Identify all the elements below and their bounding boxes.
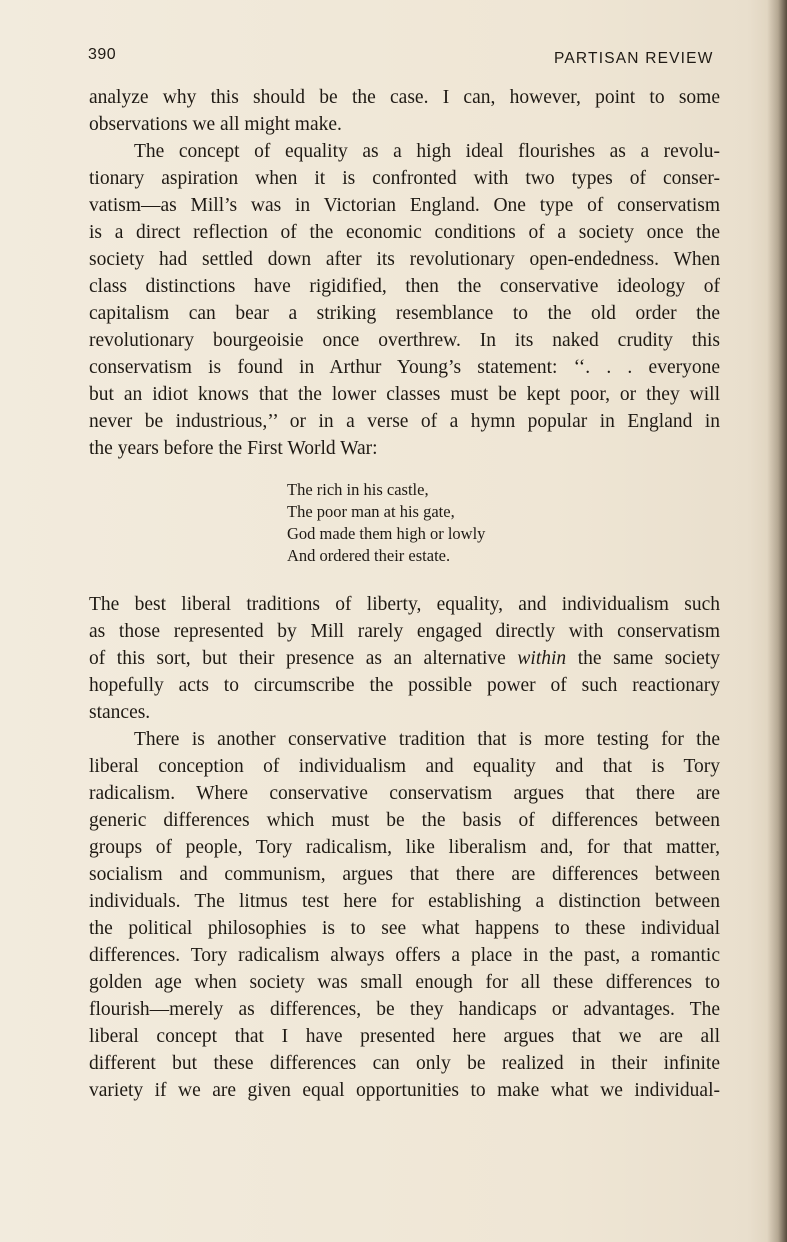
- text-line: is a direct reflection of the economic conditions of a society once the: [89, 222, 720, 243]
- text-line: revolutionary bourgeoisie once overthrew. In its naked crudity this: [89, 330, 720, 351]
- text-line: tionary aspiration when it is confronted with two types of conser-: [89, 168, 720, 189]
- text-line: as those represented by Mill rarely engaged directly with conservatism: [89, 621, 720, 642]
- text-line: variety if we are given equal opportunities to make what we individual-: [89, 1080, 720, 1101]
- text-line: golden age when society was small enough for all these differences to: [89, 972, 720, 993]
- italic-word: within: [517, 648, 567, 669]
- text-line: never be industrious,’’ or in a verse of a hymn popular in England in: [89, 411, 720, 432]
- text-line: There is another conservative tradition that is more testing for the: [134, 729, 720, 750]
- verse-line: The poor man at his gate,: [287, 502, 455, 521]
- text-line: differences. Tory radicalism always offers a place in the past, a romantic: [89, 945, 720, 966]
- text-line: socialism and communism, argues that there are differences between: [89, 864, 720, 885]
- hymn-verse: [287, 479, 720, 567]
- line-text-post: the same society: [566, 648, 720, 669]
- text-line: the political philosophies is to see what happens to these individual: [89, 918, 720, 939]
- text-line: The concept of equality as a high ideal flourishes as a revolu-: [134, 141, 720, 162]
- text-line: observations we all might make.: [89, 114, 342, 135]
- body-text: [89, 84, 720, 1104]
- text-line: vatism—as Mill’s was in Victorian England. One type of conservatism: [89, 195, 720, 216]
- text-line-with-italic: [89, 645, 720, 672]
- text-line: groups of people, Tory radicalism, like liberalism and, for that matter,: [89, 837, 720, 858]
- page-binding-shadow: [767, 0, 787, 1242]
- text-line: liberal concept that I have presented here argues that we are all: [89, 1026, 720, 1047]
- text-line: The best liberal traditions of liberty, equality, and individualism such: [89, 594, 720, 615]
- text-line: analyze why this should be the case. I can, however, point to some: [89, 87, 720, 108]
- verse-line: The rich in his castle,: [287, 480, 429, 499]
- verse-line: God made them high or lowly: [287, 524, 486, 543]
- text-line: flourish—merely as differences, be they handicaps or advantages. The: [89, 999, 720, 1020]
- text-line: hopefully acts to circumscribe the possible power of such reactionary: [89, 675, 720, 696]
- text-line: liberal conception of individualism and equality and that is Tory: [89, 756, 720, 777]
- text-line: stances.: [89, 702, 151, 723]
- text-line: individuals. The litmus test here for establishing a distinction between: [89, 891, 720, 912]
- text-line: class distinctions have rigidified, then the conservative ideology of: [89, 276, 720, 297]
- text-line: society had settled down after its revolutionary open-endedness. When: [89, 249, 720, 270]
- text-line: different but these differences can only be realized in their infinite: [89, 1053, 720, 1074]
- text-line: but an idiot knows that the lower classes must be kept poor, or they will: [89, 384, 720, 405]
- text-line: conservatism is found in Arthur Young’s statement: ‘‘. . . everyone: [89, 357, 720, 378]
- text-line: generic differences which must be the basis of differences between: [89, 810, 720, 831]
- text-line: capitalism can bear a striking resemblance to the old order the: [89, 303, 720, 324]
- running-head: PARTISAN REVIEW: [554, 50, 714, 67]
- text-line: radicalism. Where conservative conservatism argues that there are: [89, 783, 720, 804]
- line-text-pre: of this sort, but their presence as an alternative: [89, 648, 518, 669]
- page-number: 390: [88, 46, 117, 63]
- verse-line: And ordered their estate.: [287, 546, 451, 565]
- text-line: the years before the First World War:: [89, 438, 378, 459]
